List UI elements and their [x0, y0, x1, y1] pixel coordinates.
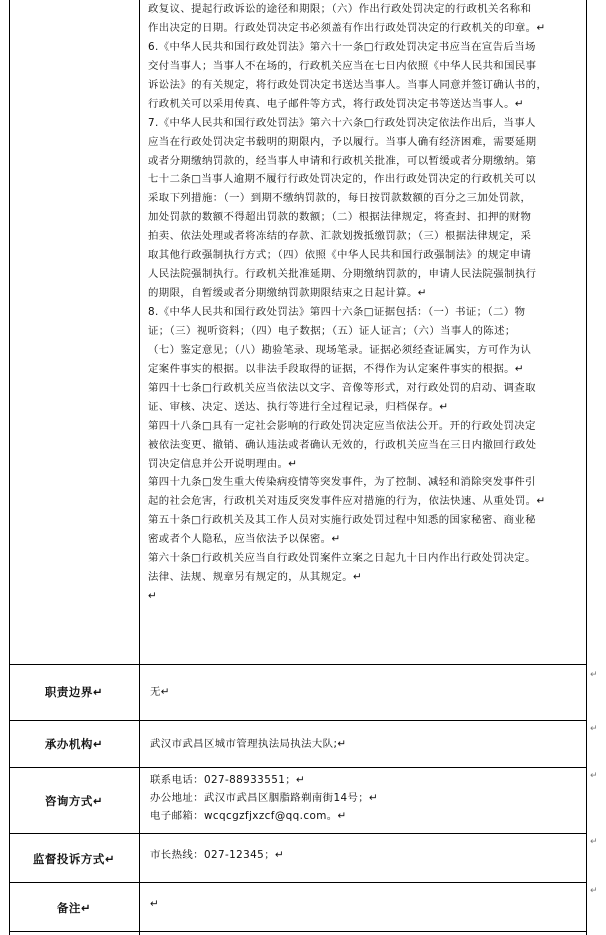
text-line: 政复议、提起行政诉讼的途径和期限；（六）作出行政处罚决定的行政机关名称和 [148, 3, 532, 15]
row-divider [9, 720, 587, 721]
text-line: ↵ [148, 590, 158, 603]
value-line: 武汉市武昌区城市管理执法局执法大队;↵ [150, 738, 347, 750]
text-line: 加处罚款的数额不得超出罚款的数额；（二）根据法律规定，将查封、扣押的财物 [148, 211, 532, 224]
value-line: ↵ [150, 898, 160, 910]
text-line: 第四十八条□具有一定社会影响的行政处罚决定应当依法公开。开的行政处罚决定 [148, 419, 536, 432]
row-label-remarks: 备注↵ [56, 901, 92, 915]
text-line: 被依法变更、撤销、确认违法或者确认无效的，行政机关应当在三日内撤回行政处 [148, 438, 537, 451]
row-value-remarks [150, 895, 159, 913]
text-line: 第六十条□行政机关应当自行政处罚案件立案之日起九十日内作出行政处罚决定。 [148, 552, 536, 565]
row-divider [9, 833, 587, 834]
row-value-handling-agency [150, 735, 346, 753]
text-line: 6.《中华人民共和国行政处罚法》第六十一条□行政处罚决定书应当在宣告后当场 [148, 40, 536, 53]
text-line: 诉讼法》的有关规定，将行政处罚决定书送达当事人。当事人同意并签订确认书的， [148, 78, 548, 91]
text-line: 采取下列措施：（一）到期不缴纳罚款的，每日按罚款数额的百分之三加处罚款， [148, 192, 532, 205]
text-line: 8.《中华人民共和国行政处罚法》第四十六条□证据包括：（一）书证；（二）物 [148, 306, 526, 318]
row-end-mark: ↵ [590, 670, 598, 680]
value-line: 电子邮箱：wcqcgzfjxzcf@qq.com。↵ [150, 810, 347, 822]
text-line: 密或者个人隐私，应当依法予以保密。↵ [148, 533, 341, 546]
text-line: 作出决定的日期。行政处罚决定书必须盖有作出行政处罚决定的行政机关的印章。↵ [148, 21, 546, 34]
text-line: 的期限，自暂缓或者分期缴纳罚款期限结束之日起计算。↵ [148, 287, 427, 300]
legal-basis-text [148, 0, 593, 606]
row-label-consultation: 咨询方式↵ [44, 794, 104, 808]
row-label-supervision-complaint: 监督投诉方式↵ [32, 852, 116, 866]
text-line: （七）鉴定意见；（八）勘验笔录、现场笔录。证据必须经查证属实，方可作为认 [148, 343, 532, 356]
text-line: 证、审核、决定、送达、执行等进行全过程记录，归档保存。↵ [148, 400, 449, 413]
text-line: 取其他行政强制执行方式；（四）依照《中华人民共和国行政强制法》的规定申请 [148, 249, 532, 262]
text-line: 交付当事人；当事人不在场的，行政机关应当在七日内依照《中华人民共和国民事 [148, 59, 537, 72]
row-value-supervision-complaint [150, 846, 284, 864]
value-line: 联系电话：027-88933551；↵ [150, 774, 306, 786]
value-line: 办公地址：武汉市武昌区胭脂路剃南街14号；↵ [150, 792, 379, 804]
row-value-consultation [150, 771, 378, 825]
text-line: 拍卖、依法处理或者将冻结的存款、汇款划拨抵缴罚款；（三）根据法律规定，采 [148, 230, 532, 243]
text-line: 7.《中华人民共和国行政处罚法》第六十六条□行政处罚决定依法作出后，当事人 [148, 116, 536, 129]
text-line: 行政机关可以采用传真、电子邮件等方式，将行政处罚决定书等送达当事人。↵ [148, 97, 524, 110]
row-end-mark: ↵ [590, 886, 598, 896]
text-line: 人民法院强制执行。行政机关批准延期、分期缴纳罚款的，申请人民法院强制执行 [148, 268, 537, 281]
row-label-responsibility-boundary: 职责边界↵ [44, 685, 104, 699]
table-column-divider [139, 0, 140, 935]
value-line: 无↵ [150, 686, 170, 698]
row-label-handling-agency: 承办机构↵ [44, 737, 104, 751]
row-divider [9, 767, 587, 768]
text-line: 法律、法规、规章另有规定的，从其规定。↵ [148, 571, 363, 584]
text-line: 罚决定信息并公开说明理由。↵ [148, 457, 298, 470]
text-line: 应当在行政处罚决定书载明的期限内，予以履行。当事人确有经济困难，需要延期 [148, 135, 537, 148]
row-value-responsibility-boundary [150, 683, 170, 701]
row-divider [9, 882, 587, 883]
text-line: 第五十条□行政机关及其工作人员对实施行政处罚过程中知悉的国家秘密、商业秘 [148, 514, 536, 527]
row-end-mark: ↵ [590, 837, 598, 847]
text-line: 第四十七条□行政机关应当依法以文字、音像等形式，对行政处罚的启动、调查取 [148, 381, 536, 394]
value-line: 市长热线：027-12345；↵ [150, 849, 285, 861]
text-line: 或者分期缴纳罚款的，经当事人申请和行政机关批准，可以暂缓或者分期缴纳。第 [148, 154, 537, 167]
text-line: 证；（三）视听资料；（四）电子数据；（五）证人证言；（六）当事人的陈述； [148, 324, 516, 337]
text-line: 第四十九条□发生重大传染病疫情等突发事件，为了控制、减轻和消除突发事件引 [148, 476, 536, 489]
text-line: 七十二条□当事人逾期不履行行政处罚决定的，作出行政处罚决定的行政机关可以 [148, 173, 536, 186]
row-end-mark: ↵ [590, 724, 598, 734]
row-divider [9, 664, 587, 665]
text-line: 起的社会危害，行政机关对违反突发事件应对措施的行为，依法快速、从重处罚。↵ [148, 495, 546, 508]
text-line: 定案件事实的根据。以非法手段取得的证据，不得作为认定案件事实的根据。↵ [148, 362, 524, 375]
row-divider [9, 931, 587, 932]
row-end-mark: ↵ [590, 771, 598, 781]
